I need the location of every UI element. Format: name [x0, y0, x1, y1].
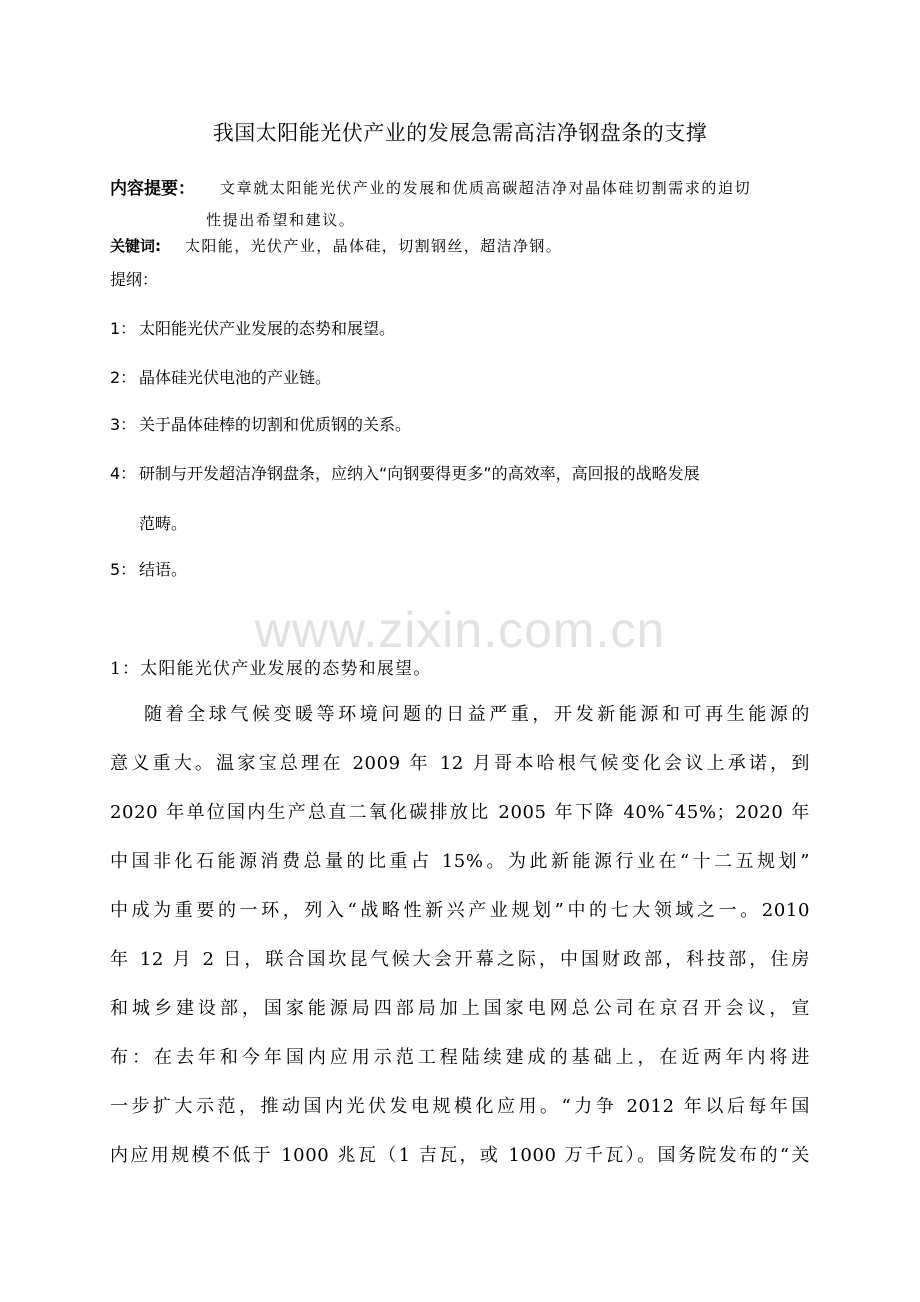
outline-item-number: 3：: [110, 415, 137, 434]
section-1-body: [110, 690, 810, 1180]
body-line: 意义重大。温家宝总理在 2009 年 12 月哥本哈根气候变化会议上承诺，到: [110, 753, 810, 774]
section-1-heading: 1：太阳能光伏产业发展的态势和展望。: [110, 659, 432, 679]
outline-item-text: 关于晶体硅棒的切割和优质钢的关系。: [139, 415, 412, 434]
outline-label: 提纲：: [110, 270, 159, 289]
body-line: 2020 年单位国内生产总直二氧化碳排放比 2005 年下降 40%¯45%；2020 年: [110, 802, 810, 823]
outline-item-number: 2：: [110, 368, 137, 387]
body-line: 随着全球气候变暖等环境问题的日益严重，开发新能源和可再生能源的: [144, 704, 810, 725]
watermark: www.zixin.com.cn: [254, 602, 666, 658]
abstract-text-line-1: 文章就太阳能光伏产业的发展和优质高碳超洁净对晶体硅切割需求的迫切: [220, 179, 752, 197]
outline-item-text: 晶体硅光伏电池的产业链。: [139, 368, 332, 387]
body-line: 中成为重要的一环，列入“战略性新兴产业规划”中的七大领域之一。2010: [110, 900, 810, 921]
outline-item-2: [110, 365, 331, 388]
body-line: 布：在去年和今年国内应用示范工程陆续建成的基础上，在近两年内将进: [110, 1047, 810, 1068]
abstract-text-line-2: 性提出希望和建议。: [206, 211, 356, 229]
body-line: 中国非化石能源消费总量的比重占 15%。为此新能源行业在“十二五规划”: [110, 851, 810, 872]
keywords-text: 太阳能，光伏产业，晶体硅，切割钢丝，超洁净钢。: [185, 237, 563, 255]
outline-item-1: [110, 316, 395, 339]
outline-item-4-continuation: 范畴。: [139, 514, 188, 533]
outline-item-3: [110, 412, 411, 435]
outline-item-4: [110, 461, 700, 484]
body-line: 和城乡建设部，国家能源局四部局加上国家电网总公司在京召开会议，宣: [110, 998, 810, 1019]
body-line: 一步扩大示范，推动国内光伏发电规模化应用。“力争 2012 年以后每年国: [110, 1096, 810, 1117]
outline-item-number: 5：: [110, 560, 137, 579]
outline-item-text: 太阳能光伏产业发展的态势和展望。: [139, 319, 396, 338]
outline-item-text: 结语。: [139, 560, 188, 579]
outline-item-5: [110, 557, 187, 580]
abstract-label: 内容提要：: [110, 179, 195, 199]
outline-item-text: 研制与开发超洁净钢盘条，应纳入“向钢要得更多”的高效率，高回报的战略发展: [139, 464, 700, 483]
body-line: 内应用规模不低于 1000 兆瓦（1 吉瓦，或 1000 万千瓦）。国务院发布的“关: [110, 1145, 810, 1166]
outline-item-number: 1：: [110, 319, 137, 338]
keywords-label: 关键词:: [110, 237, 161, 255]
document-title: 我国太阳能光伏产业的发展急需高洁净钢盘条的支撑: [212, 121, 708, 145]
outline-item-number: 4：: [110, 464, 137, 483]
body-line: 年 12 月 2 日，联合国坎昆气候大会开幕之际，中国财政部，科技部，住房: [110, 949, 810, 970]
